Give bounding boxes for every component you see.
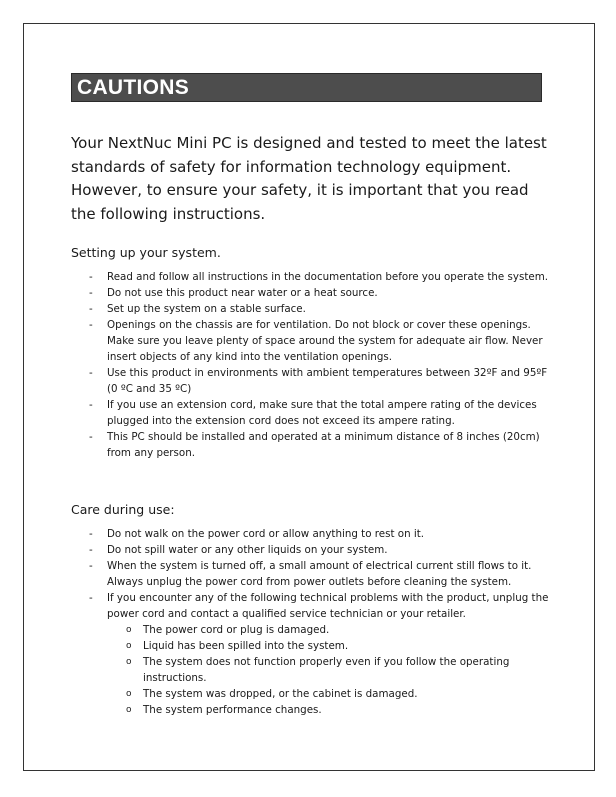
problem-sublist [107,622,549,718]
circle-bullet-icon: o [126,689,132,699]
care-list [71,526,549,718]
dash-bullet-icon: - [89,287,93,299]
list-item: - Read and follow all instructions in the documentation before you operate the system. [89,271,549,283]
list-item: - Openings on the chassis are for ventilation. Do not block or cover these openings. Make sure you leave plenty of space around the system for adequate air flow. Never insert objects of any kind into the ventilation openings. [89,319,543,363]
dash-bullet-icon: - [89,560,93,572]
list-item: - If you use an extension cord, make sure that the total ampere rating of the devices plugged into the extension cord does not exceed its ampere rating. [89,399,537,427]
intro-paragraph: Your NextNuc Mini PC is designed and tested to meet the latest standards of safety for information technology equipment. However, to ensure your safety, it is important that you read the following instructions. [71,134,547,223]
list-item: - This PC should be installed and operated at a minimum distance of 8 inches (20cm) from any person. [89,431,540,459]
setup-list [71,269,549,461]
dash-bullet-icon: - [89,544,93,556]
list-item: - Do not spill water or any other liquids on your system. [89,544,388,556]
sub-list-item: o Liquid has been spilled into the system. [126,640,349,652]
section-heading-setup: Setting up your system. [71,245,221,260]
circle-bullet-icon: o [126,705,132,715]
list-item: - Do not walk on the power cord or allow anything to rest on it. [89,528,425,540]
dash-bullet-icon: - [89,431,93,443]
list-item: - When the system is turned off, a small amount of electrical current still flows to it. Always unplug the power cord from power outlets before cleaning the system. [89,560,532,588]
sub-list-item: o The power cord or plug is damaged. [126,624,330,636]
sub-list-item: o The system was dropped, or the cabinet is damaged. [126,688,418,700]
list-item: - Use this product in environments with ambient temperatures between 32ºF and 95ºF (0 ºC and 35 ºC) [89,367,548,395]
circle-bullet-icon: o [126,641,132,651]
list-item: - If you encounter any of the following technical problems with the product, unplug the power cord and contact a qualified service technician or your retailer. o The power cord or plug is damaged. o Liquid has been spilled into the system. o The system does not function properly even if you follow the operating instructions. o The system was dropped, or the cabinet is damaged. o The system performance changes. [89,592,549,716]
dash-bullet-icon: - [89,367,93,379]
dash-bullet-icon: - [89,592,93,604]
section-heading-care: Care during use: [71,502,175,517]
circle-bullet-icon: o [126,657,132,667]
dash-bullet-icon: - [89,399,93,411]
dash-bullet-icon: - [89,303,93,315]
dash-bullet-icon: - [89,319,93,331]
dash-bullet-icon: - [89,528,93,540]
sub-list-item: o The system performance changes. [126,704,322,716]
sub-list-item: o The system does not function properly even if you follow the operating instructions. [126,656,510,684]
circle-bullet-icon: o [126,625,132,635]
list-item: - Do not use this product near water or a heat source. [89,287,378,299]
list-item: - Set up the system on a stable surface. [89,303,306,315]
cautions-heading: CAUTIONS [71,73,542,102]
dash-bullet-icon: - [89,271,93,283]
